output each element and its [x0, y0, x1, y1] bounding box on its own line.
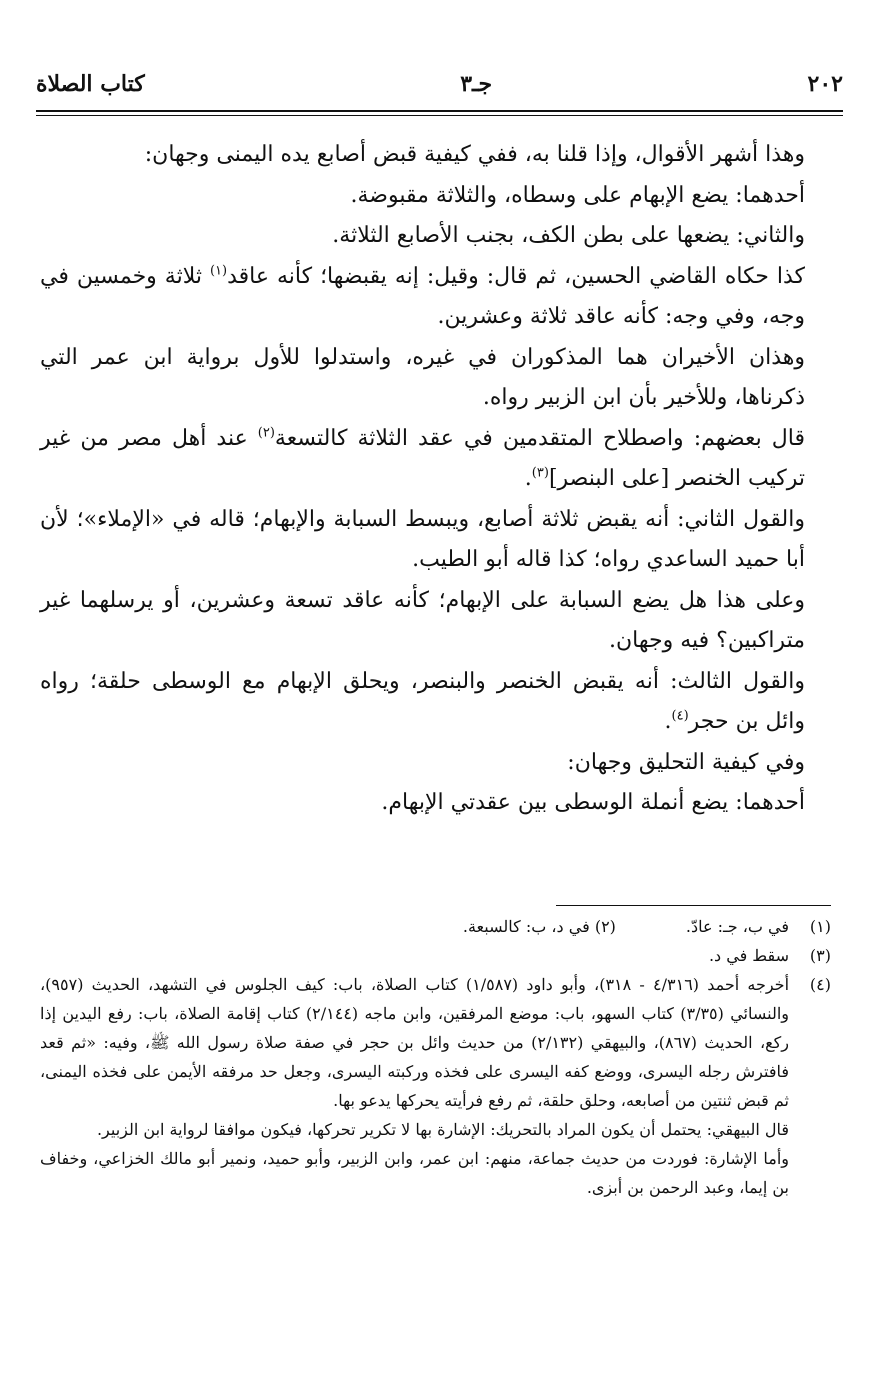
footnote-number: (١) — [809, 917, 831, 936]
text-run: . — [524, 466, 532, 491]
paragraph: وهذا أشهر الأقوال، وإذا قلنا به، ففي كيفية قبض أصابع يده اليمنى وجهان: — [144, 142, 805, 167]
footnote-row — [40, 970, 831, 1202]
footnote-number: (٢) — [594, 917, 616, 936]
footnote-ref[interactable]: (٣) — [531, 465, 549, 481]
footnote-number: (٤) — [809, 975, 831, 994]
footnote-paragraph: أخرجه أحمد (٤/٣١٦ - ٣١٨)، وأبو داود (١/٥٨٧) كتاب الصلاة، باب: كيف الجلوس في التشهد، الحديث (٩٥٧)، والنسائي (٣/٣٥) كتاب السهو، باب: موضع المرفقين، وابن ماجه (٢/١٤٤) كتاب إقامة الصلاة، باب: رفع اليدين إذا ركع، الحديث (٨٦٧)، والبيهقي (٢/١٣٢) من حديث وائل بن حجر في صفة صلاة رسول الله ﷺ، وفيه: «ثم قعد فافترش رجله اليسرى، ووضع كفه اليسرى على فخذه وركبته اليسرى، وجعل حد مرفقه الأيمن على فخذه اليمنى، ثم قبض ثنتين من أصابعه، وحلق حلقة، ثم رفع فرأيته يحركها يدعو بها. — [40, 975, 790, 1110]
paragraph — [40, 257, 835, 338]
footnote-number: (٣) — [809, 946, 831, 965]
paragraph: أحدهما: يضع الإبهام على وسطاه، والثلاثة مقبوضة. — [350, 182, 805, 208]
book-title: كتاب الصلاة — [36, 71, 145, 97]
text-run: . — [664, 709, 672, 734]
main-text — [40, 135, 835, 824]
footnote-row — [40, 912, 831, 941]
footnote-paragraph: وأما الإشارة: فوردت من حديث جماعة، منهم: ابن عمر، وابن الزبير، وأبو حميد، ونمير أبو مالك الخزاعي، وخفاف بن إيما، وعبد الرحمن بن أبزى. — [40, 1149, 789, 1197]
text-run: كذا حكاه القاضي الحسين، ثم قال: وقيل: إنه يقبضها؛ كأنه عاقد — [227, 263, 805, 289]
footnote-text-2: في د، ب: كالسبعة. — [462, 917, 590, 936]
paragraph — [40, 662, 835, 743]
running-header — [36, 64, 843, 104]
paragraph: وعلى هذا هل يضع السبابة على الإبهام؛ كأنه عاقد تسعة وعشرين، أو يرسلهما غير متراكبين؟ فيه وجهان. — [40, 587, 805, 653]
footnote-text: سقط في د. — [708, 946, 789, 965]
paragraph: وهذان الأخيران هما المذكوران في غيره، واستدلوا للأول برواية ابن عمر التي ذكرناها، وللأخير بأن ابن الزبير رواه. — [40, 344, 805, 410]
header-rule-thin — [36, 115, 843, 116]
page-number: ٢٠٢ — [807, 71, 843, 97]
paragraph — [40, 419, 835, 500]
text-run: قال بعضهم: واصطلاح المتقدمين في عقد الثلاثة كالتسعة — [274, 425, 806, 451]
text-run: والقول الثالث: أنه يقبض الخنصر والبنصر، ويحلق الإبهام مع الوسطى حلقة؛ رواه وائل بن حجر — [40, 668, 805, 734]
volume-number: جـ٣ — [460, 71, 493, 97]
footnote-text — [40, 970, 789, 1202]
text-run: ثلاثة وخمسين في وجه، وفي وجه: كأنه عاقد ثلاثة وعشرين. — [40, 263, 805, 329]
footnote-ref[interactable]: (٢) — [257, 425, 275, 441]
paragraph: أحدهما: يضع أنملة الوسطى بين عقدتي الإبهام. — [381, 790, 805, 815]
paragraph: والقول الثاني: أنه يقبض ثلاثة أصابع، ويبسط السبابة والإبهام؛ قاله في «الإملاء»؛ لأن أبا حميد الساعدي رواه؛ كذا قاله أبو الطيب. — [40, 506, 805, 572]
footnote-ref[interactable]: (١) — [209, 263, 228, 279]
footnote-row — [40, 941, 831, 970]
header-rule-thick — [36, 110, 843, 112]
footnotes — [40, 912, 831, 1202]
paragraph: والثاني: يضعها على بطن الكف، بجنب الأصابع الثلاثة. — [332, 223, 805, 248]
paragraph: وفي كيفية التحليق وجهان: — [567, 749, 805, 775]
footnote-paragraph: قال البيهقي: يحتمل أن يكون المراد بالتحريك: الإشارة بها لا تكرير تحركها، فيكون موافقا لرواية ابن الزبير. — [96, 1120, 789, 1139]
footnote-ref[interactable]: (٤) — [671, 708, 689, 724]
footnote-text-1: في ب، جـ: عادّ. — [685, 917, 789, 936]
footnote-text — [40, 912, 789, 941]
footnote-rule — [556, 905, 831, 906]
text-run: عند أهل مصر من غير تركيب الخنصر [على البنصر] — [40, 425, 805, 491]
